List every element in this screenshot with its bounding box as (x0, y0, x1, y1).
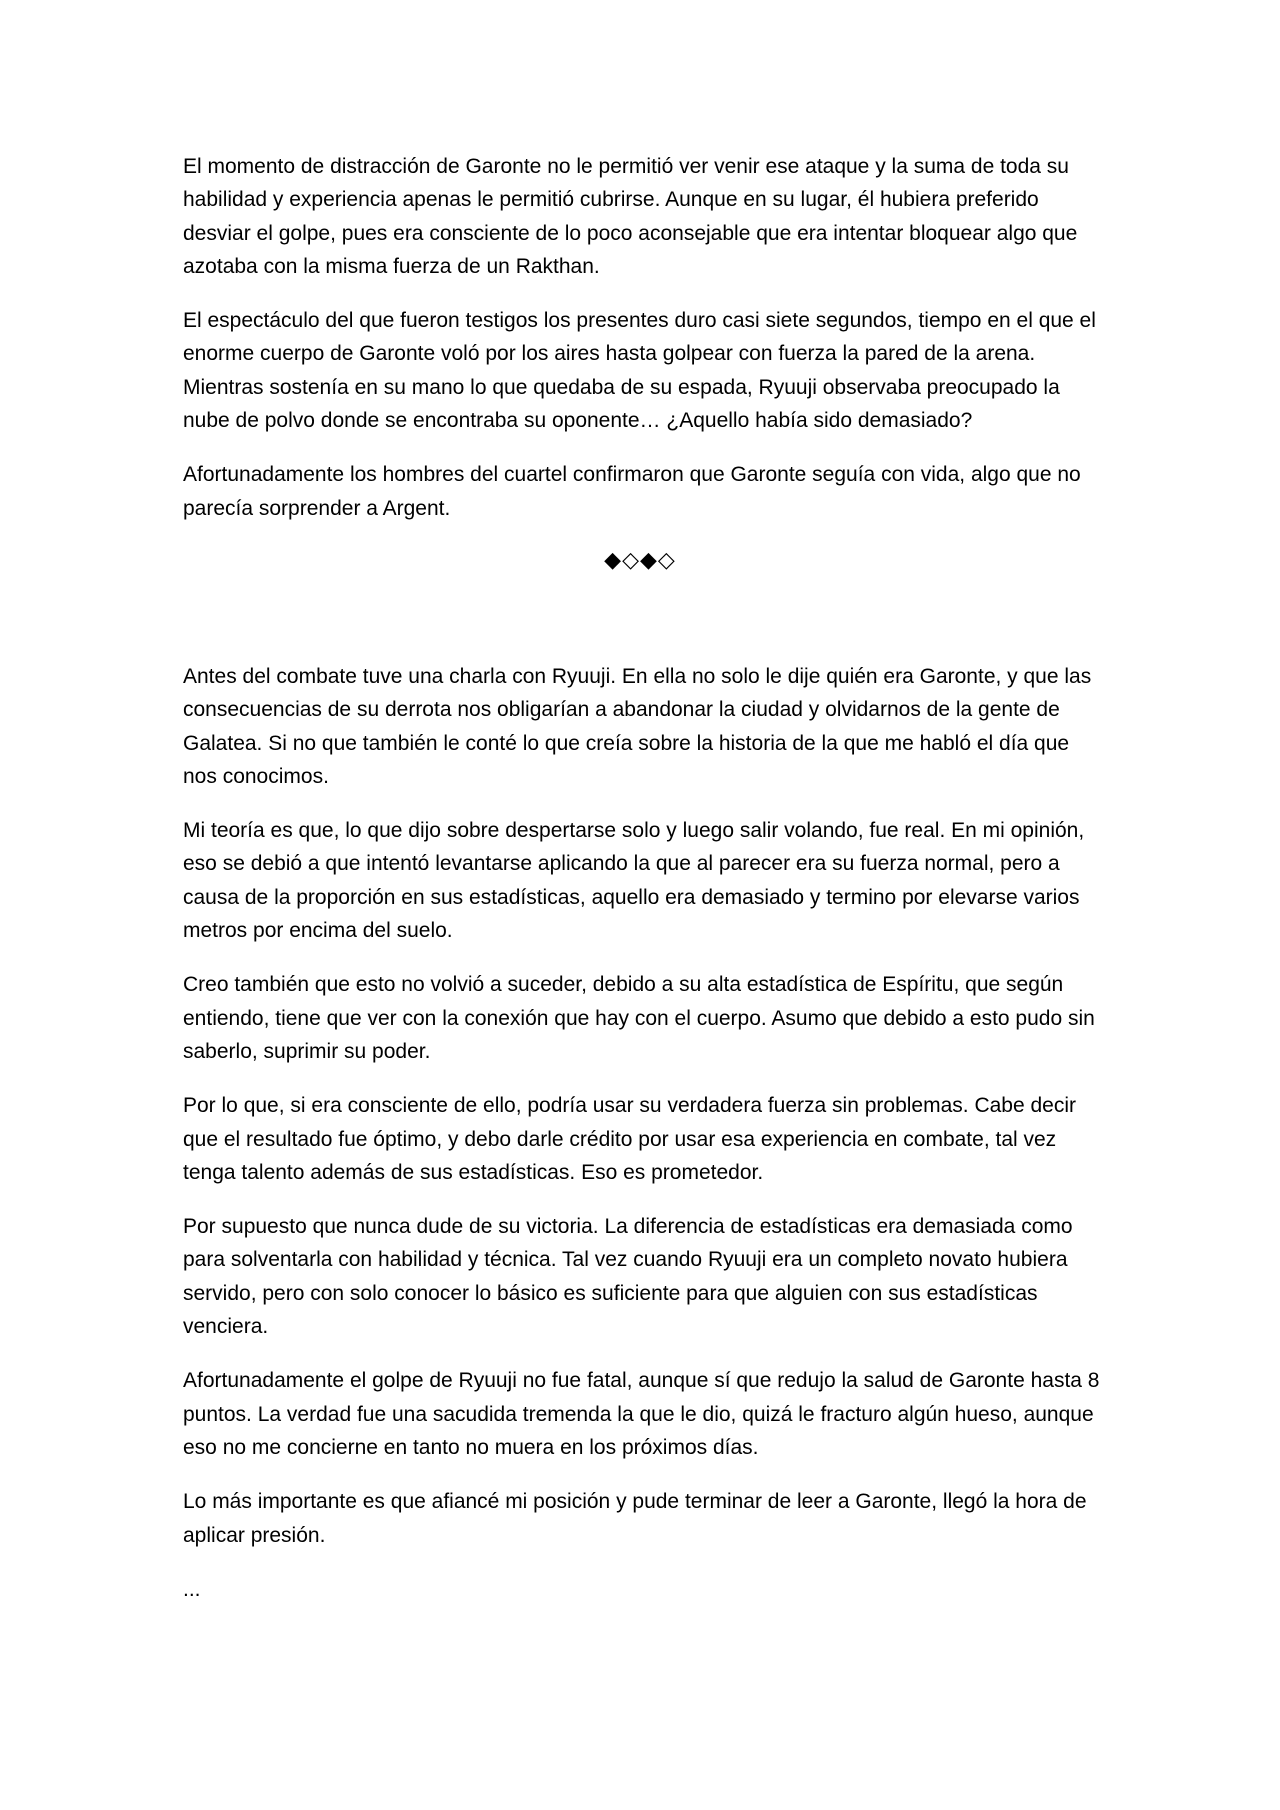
paragraph: Afortunadamente el golpe de Ryuuji no fue fatal, aunque sí que redujo la salud de Garonte hasta 8 puntos. La verdad fue una sacudida tremenda la que le dio, quizá le fracturo algún hueso, aunque eso no me concierne en tanto no muera en los próximos días. (183, 1369, 1100, 1459)
ellipsis: ... (183, 1577, 201, 1601)
paragraph: El momento de distracción de Garonte no le permitió ver venir ese ataque y la suma de toda su habilidad y experiencia apenas le permitió cubrirse. Aunque en su lugar, él hubiera preferido desviar el golpe, pues era consciente de lo poco aconsejable que era intentar bloquear algo que azotaba con la misma fuerza de un Rakthan. (183, 155, 1078, 278)
section-two (183, 660, 1103, 1627)
scene-separator: ◆◇◆◇ (604, 548, 676, 573)
paragraph: Creo también que esto no volvió a suceder, debido a su alta estadística de Espíritu, que según entiendo, tiene que ver con la conexión que hay con el cuerpo. Asumo que debido a esto pudo sin saberlo, suprimir su poder. (183, 973, 1095, 1063)
paragraph: Antes del combate tuve una charla con Ryuuji. En ella no solo le dije quién era Garonte, y que las consecuencias de su derrota nos obligarían a abandonar la ciudad y olvidarnos de la gente de Galatea. Si no que también le conté lo que creía sobre la historia de la que me habló el día que nos conocimos. (183, 665, 1092, 788)
paragraph: Afortunadamente los hombres del cuartel confirmaron que Garonte seguía con vida, algo que no parecía sorprender a Argent. (183, 463, 1081, 520)
paragraph: Por supuesto que nunca dude de su victoria. La diferencia de estadísticas era demasiada como para solventarla con habilidad y técnica. Tal vez cuando Ryuuji era un completo novato hubiera servido, pero con solo conocer lo básico es suficiente para que alguien con sus estadísticas venciera. (183, 1215, 1073, 1339)
paragraph: El espectáculo del que fueron testigos los presentes duro casi siete segundos, tiempo en el que el enorme cuerpo de Garonte voló por los aires hasta golpear con fuerza la pared de la arena. Mientras sostenía en su mano lo que quedaba de su espada, Ryuuji observaba preocupado la nube de polvo donde se encontraba su oponente… ¿Aquello había sido demasiado? (183, 309, 1096, 433)
paragraph: Mi teoría es que, lo que dijo sobre despertarse solo y luego salir volando, fue real. En mi opinión, eso se debió a que intentó levantarse aplicando la que al parecer era su fuerza normal, pero a causa de la proporción en sus estadísticas, aquello era demasiado y termino por elevarse varios metros por encima del suelo. (183, 819, 1085, 943)
paragraph: Lo más importante es que afiancé mi posición y pude terminar de leer a Garonte, llegó la hora de aplicar presión. (183, 1490, 1087, 1547)
section-one (183, 150, 1103, 546)
paragraph: Por lo que, si era consciente de ello, podría usar su verdadera fuerza sin problemas. Cabe decir que el resultado fue óptimo, y debo darle crédito por usar esa experiencia en combate, tal vez tenga talento además de sus estadísticas. Eso es prometedor. (183, 1094, 1076, 1184)
